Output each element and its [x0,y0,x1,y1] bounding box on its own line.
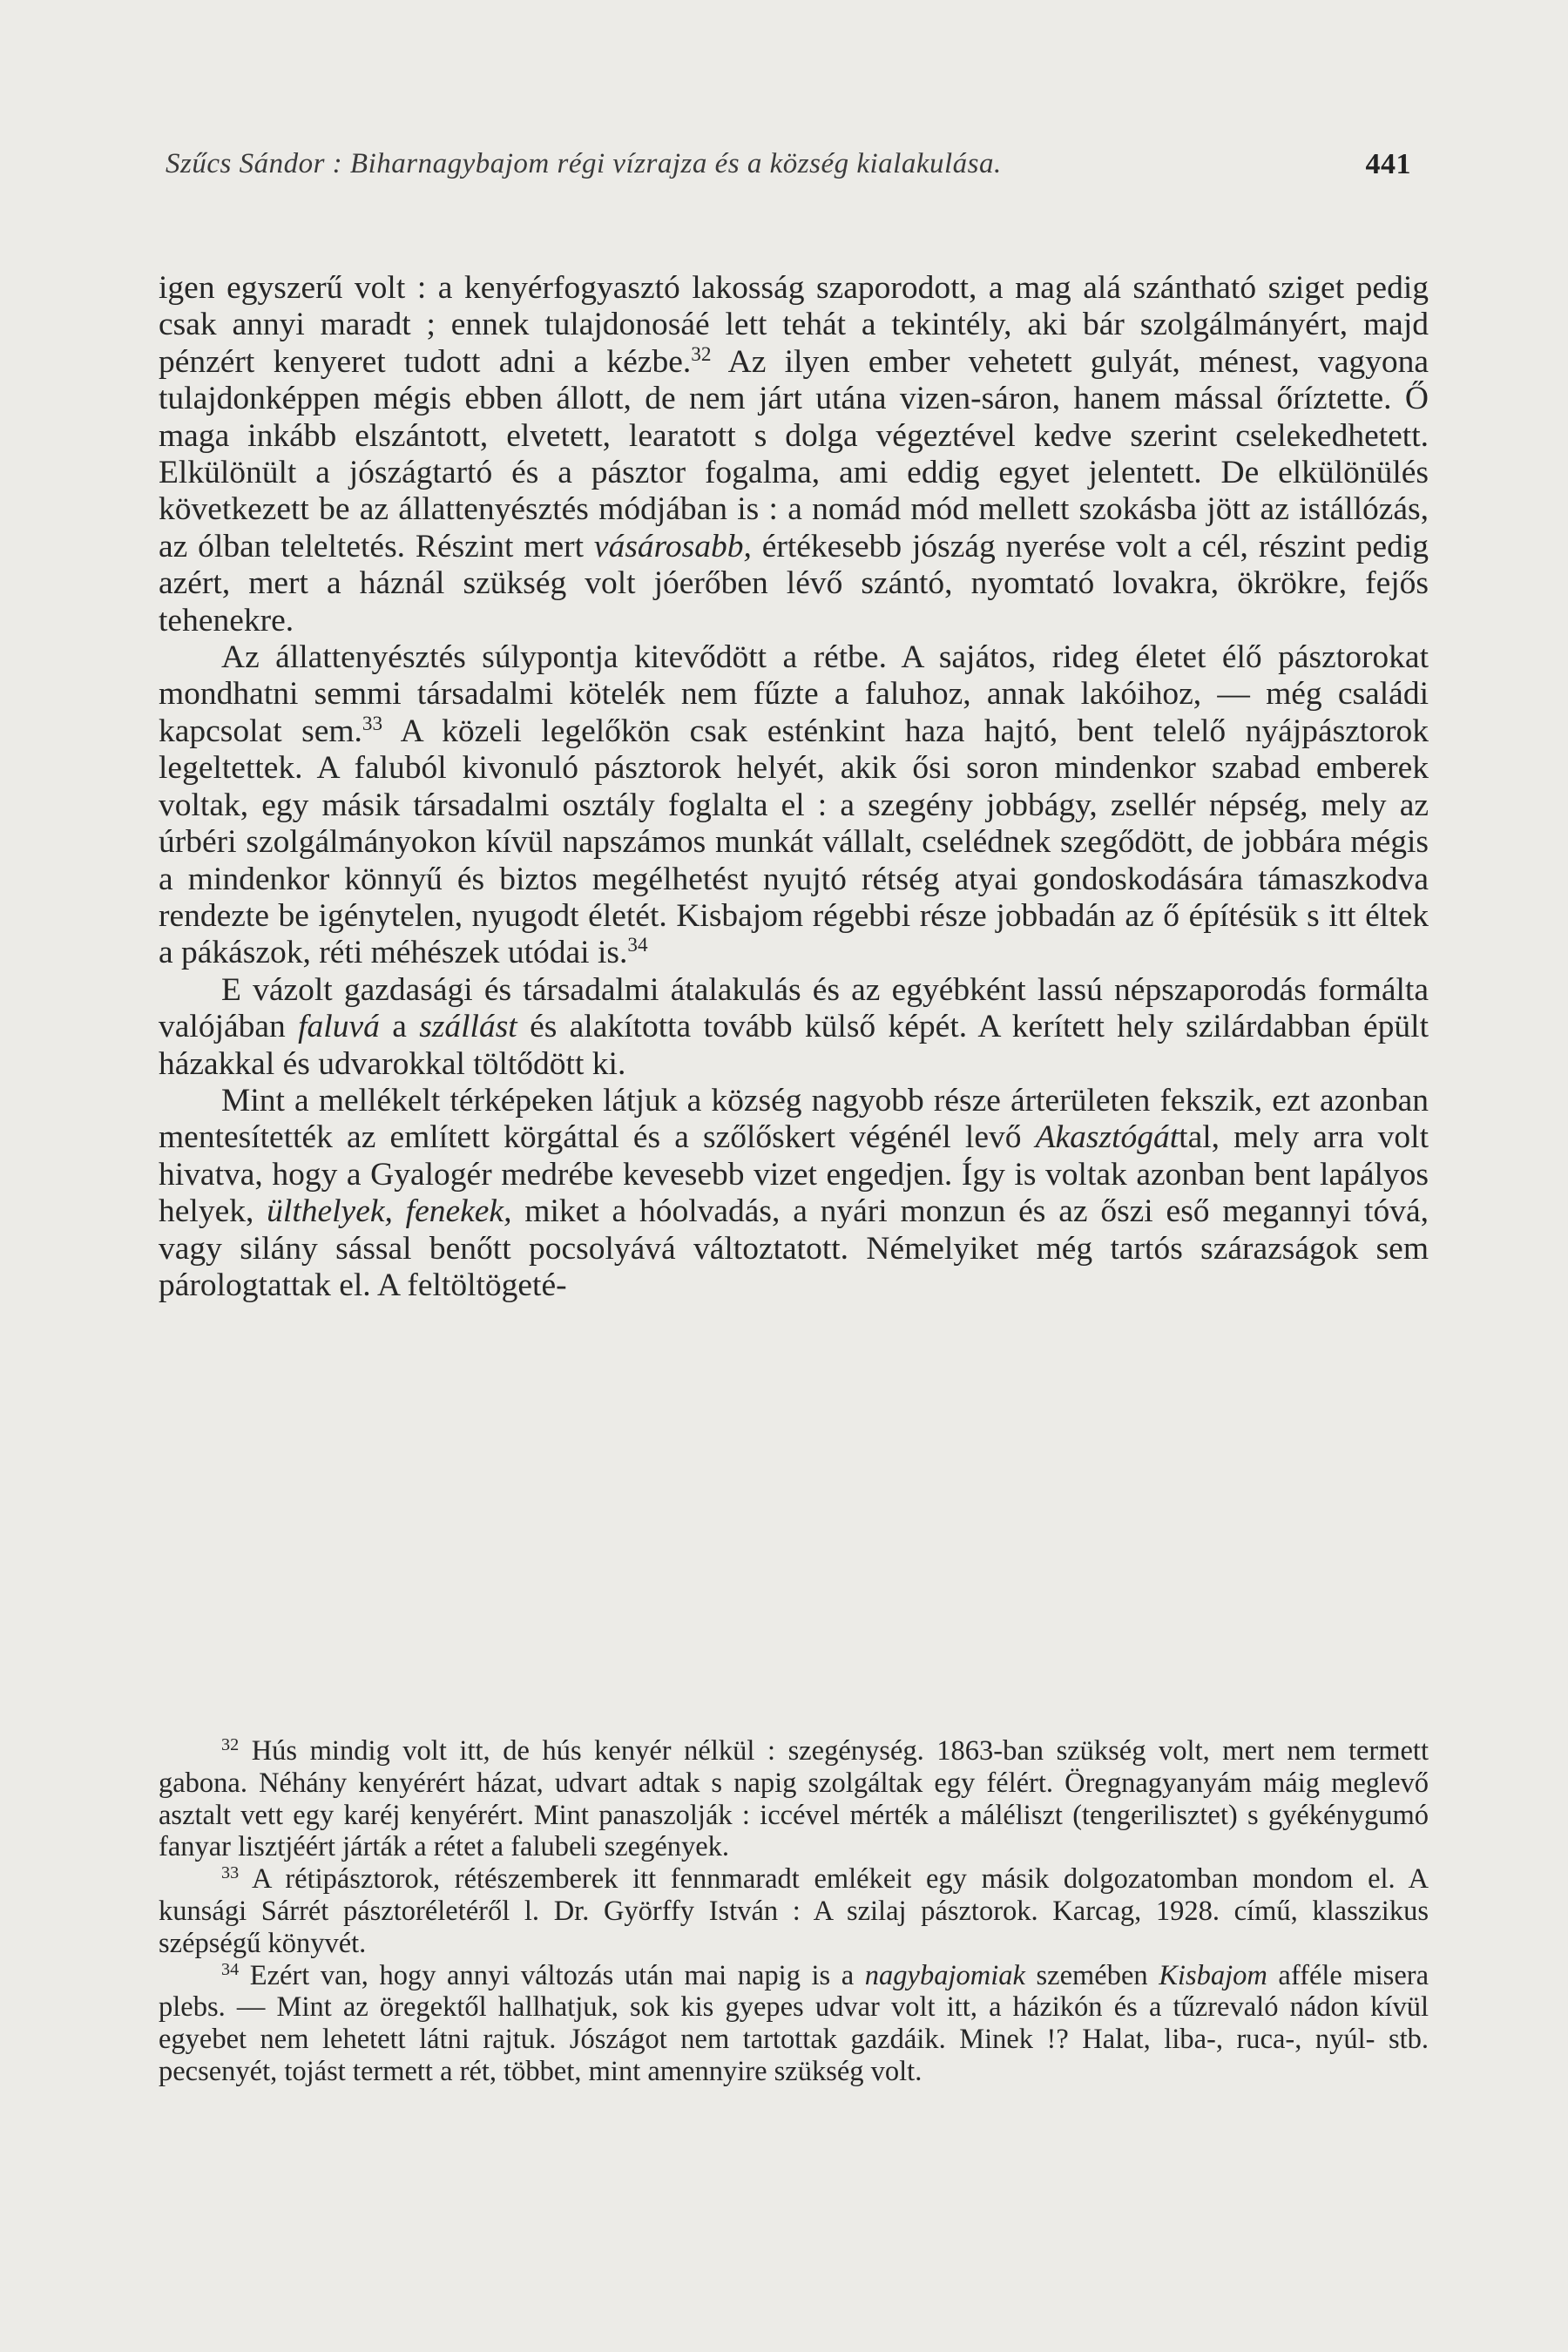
running-header [166,148,1411,192]
footnote-32: $^{32}$ Hús mindig volt itt, de hús kenyér nélkül : szegénység. 1863-ban szükség volt, mert nem termett gabona. Néhány kenyérért házat, udvart adtak s napig szolgáltak egy félért. Öregnagyanyám máig meglevő asztalt vett egy karéj kenyérért. Mint panaszolják : iccével mérték a máléliszt (tengerilisztet) s gyékénygumó fanyar lisztjéért járták a rétet a falubeli szegények. [159,1734,1429,1863]
main-text [159,270,1429,1304]
footnote-ref-33[interactable]: 33 [362,713,383,736]
footnote-33: $^{33}$ A rétipásztorok, rétészemberek itt fennmaradt emlékeit egy másik dolgozatomban mondom el. A kunsági Sárrét pásztoréletéről l. Dr. Györffy István : A szilaj pásztorok. Karcag, 1928. című, klasszikus szépségű könyvét. [159,1863,1429,1959]
page-number: 441 [1365,148,1411,180]
footnote-ref-34[interactable]: 34 [627,934,648,957]
paragraph-4: Mint a mellékelt térképeken látjuk a község nagyobb része árterületen fekszik, ezt azonban mentesítették az említett körgáttal és a szőlőskert végénél levő Akasztógáttal, mely arra volt hivatva, hogy a Gyalogér medrébe kevesebb vizet engedjen. Így is voltak azonban bent lapályos helyek, ülthelyek, fenekek, miket a hóolvadás, a nyári monzun és az őszi eső megannyi tóvá, vagy silány sással benőtt pocsolyává változtatott. Némelyiket még tartós szárazságok sem párologtattak el. A feltöltögeté- [159,1082,1429,1303]
paragraph-2: Az állattenyésztés súlypontja kitevődött a rétbe. A sajátos, rideg életet élő pásztorokat mondhatni semmi társadalmi kötelék nem fűzte a faluhoz, annak lakóihoz, — még családi kapcsolat sem.$^{33}$ A közeli legelőkön csak esténkint haza hajtó, bent telelő nyájpásztorok legeltettek. A faluból kivonuló pásztorok helyét, akik ősi soron mindenkor szabad emberek voltak, egy másik társadalmi osztály foglalta el : a szegény jobbágy, zsellér népség, mely az úrbéri szolgálmányokon kívül napszámos munkát vállalt, cselédnek szegődött, de jobbára mégis a mindenkor könnyű és biztos megélhetést nyujtó rétség atyai gondoskodására támaszkodva rendezte be igénytelen, nyugodt életét. Kisbajom régebbi része jobbadán az ő építésük s itt éltek a pákászok, réti méhészek utódai is.$^{34}$ [159,639,1429,971]
footnote-mark-32: 32 [221,1734,240,1754]
running-title: Szűcs Sándor : Biharnagybajom régi vízrajza és a község kialakulása. [166,148,1002,179]
paragraph-1: igen egyszerű volt : a kenyérfogyasztó lakosság szaporodott, a mag alá szántható sziget pedig csak annyi maradt ; ennek tulajdonosáé lett tehát a tekintély, aki bár szolgálmányért, majd pénzért kenyeret tudott adni a kézbe.$^{32}$ Az ilyen ember vehetett gulyát, ménest, vagyona tulajdonképpen mégis ebben állott, de nem járt utána vizen-sáron, hanem mással őríztette. Ő maga inkább elszántott, elvetett, learatott s dolga végeztével kedve szerint cselekedhetett. Elkülönült a jószágtartó és a pásztor fogalma, ami eddig egyet jelentett. De elkülönülés következett be az állattenyésztés módjában is : a nomád mód mellett szokásba jött az istállózás, az ólban teleltetés. Részint mert vásárosabb, értékesebb jószág nyerése volt a cél, részint pedig azért, mert a háznál szükség volt jóerőben lévő szántó, nyomtató lovakra, ökrökre, fejős tehenekre. [159,270,1429,639]
footnote-ref-32[interactable]: 32 [691,343,712,367]
footnote-34: $^{34}$ Ezért van, hogy annyi változás után mai napig is a nagybajomiak szemében Kisbajom afféle misera plebs. — Mint az öregektől hallhatjuk, sok kis gyepes udvar volt itt, a házikón és a tűzrevaló nádon kívül egyebet nem lehetett látni rajtuk. Jószágot nem tartottak gazdáik. Minek !? Halat, liba-, ruca-, nyúl- stb. pecsenyét, tojást termett a rét, többet, mint amennyire szükség volt. [159,1959,1429,2087]
footnote-mark-34: 34 [221,1959,240,1979]
footnotes [159,1735,1429,2088]
paragraph-3: E vázolt gazdasági és társadalmi átalakulás és az egyébként lassú népszaporodás formálta valójában faluvá a szállást és alakította tovább külső képét. A kerített hely szilárdabban épült házakkal és udvarokkal töltődött ki. [159,971,1429,1082]
footnote-mark-33: 33 [221,1863,240,1883]
